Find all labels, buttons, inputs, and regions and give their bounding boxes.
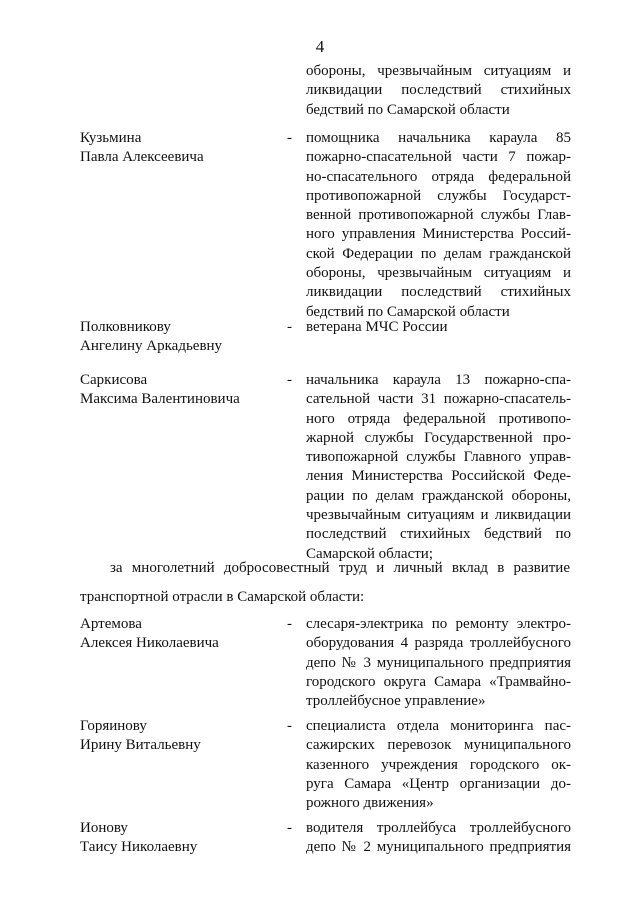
text-line: чрезвычайным ситуациям и ликвидации <box>306 507 571 524</box>
text-line: сательной части 31 пожарно-спасатель- <box>306 391 571 408</box>
text-line: ления Министерства Российской Феде- <box>306 468 571 485</box>
text-line: обороны, чрезвычайным ситуациям и <box>306 63 571 79</box>
text-line: рожного движения» <box>306 795 434 812</box>
text-line: троллейбусное управление» <box>306 693 486 710</box>
dash: - <box>287 372 292 388</box>
text-line: тивопожарной службы Главного управ- <box>306 449 571 466</box>
given-names: Максима Валентиновича <box>80 391 240 408</box>
dash: - <box>287 319 292 335</box>
text-line: помощника начальника караула 85 <box>306 130 571 146</box>
text-line: жарной службы Государственной про- <box>306 429 571 446</box>
text-line: бедствий по Самарской области <box>306 303 510 320</box>
entry-description <box>306 318 571 337</box>
text-line: бедствий по Самарской области <box>306 101 510 118</box>
entry-description <box>306 371 571 564</box>
entry-name <box>80 819 270 858</box>
text-line: ветерана МЧС России <box>306 319 448 335</box>
section-paragraph-line2: транспортной отрасли в Самарской области: <box>80 589 365 605</box>
text-line: ликвидации последствий стихийных <box>306 284 571 301</box>
text-line: рации по делам гражданской обороны, <box>306 487 571 504</box>
entry-description <box>306 717 571 813</box>
given-names: Алексея Николаевича <box>80 635 219 652</box>
text-line: последствий стихийных бедствий по <box>306 526 571 543</box>
surname: Ионову <box>80 820 128 836</box>
entry-name <box>80 717 270 756</box>
text-line: Самарской области; <box>306 545 433 562</box>
given-names: Павла Алексеевича <box>80 149 204 166</box>
text-line: казенного учреждения городского ок- <box>306 756 571 773</box>
text-line: городского округа Самара «Трамвайно- <box>306 673 571 690</box>
text-line: оборудования 4 разряда троллейбусного <box>306 635 571 652</box>
text-line: противопожарной службы Государст- <box>306 187 571 204</box>
text-line: слесаря-электрика по ремонту электро- <box>306 616 571 632</box>
entry-name <box>80 318 270 357</box>
text-line: специалиста отдела мониторинга пас- <box>306 718 571 734</box>
surname: Саркисова <box>80 372 148 388</box>
given-names: Ангелину Аркадьевну <box>80 338 223 355</box>
page-number: 4 <box>315 37 325 56</box>
entry-description <box>306 129 571 322</box>
text-line: но-спасательного отряда федеральной <box>306 168 571 185</box>
text-line: водителя троллейбуса троллейбусного <box>306 820 571 836</box>
entry-description <box>306 819 571 858</box>
entry-name <box>80 129 270 168</box>
entry-description <box>306 615 571 711</box>
text-line: ного управления Министерства Россий- <box>306 226 571 243</box>
text-line: ской Федерации по делам гражданской <box>306 245 571 262</box>
continuation-text <box>306 62 571 120</box>
surname: Полковникову <box>80 319 171 335</box>
given-names: Ирину Витальевну <box>80 737 201 754</box>
text-line: депо № 2 муниципального предприятия <box>306 839 571 856</box>
text-line: ликвидации последствий стихийных <box>306 82 571 99</box>
surname: Артемова <box>80 616 142 632</box>
dash: - <box>287 616 292 632</box>
text-line: пожарно-спасательной части 7 пожар- <box>306 149 571 166</box>
dash: - <box>287 130 292 146</box>
entry-name <box>80 615 270 654</box>
surname: Горяинову <box>80 718 147 734</box>
text-line: ного отряда федеральной противопо- <box>306 410 571 427</box>
dash: - <box>287 718 292 734</box>
entry-name <box>80 371 270 410</box>
text-line: обороны, чрезвычайным ситуациям и <box>306 265 571 282</box>
surname: Кузьмина <box>80 130 142 146</box>
text-line: депо № 3 муниципального предприятия <box>306 654 571 671</box>
text-line: венной противопожарной службы Глав- <box>306 207 571 224</box>
text-line: сажирских перевозок муниципального <box>306 737 571 754</box>
text-line: руга Самара «Центр организации до- <box>306 775 571 792</box>
section-paragraph-line1: за многолетний добросовестный труд и личный вклад в развитие <box>110 560 570 576</box>
dash: - <box>287 820 292 836</box>
text-line: начальника караула 13 пожарно-спа- <box>306 372 571 388</box>
given-names: Таису Николаевну <box>80 839 198 856</box>
